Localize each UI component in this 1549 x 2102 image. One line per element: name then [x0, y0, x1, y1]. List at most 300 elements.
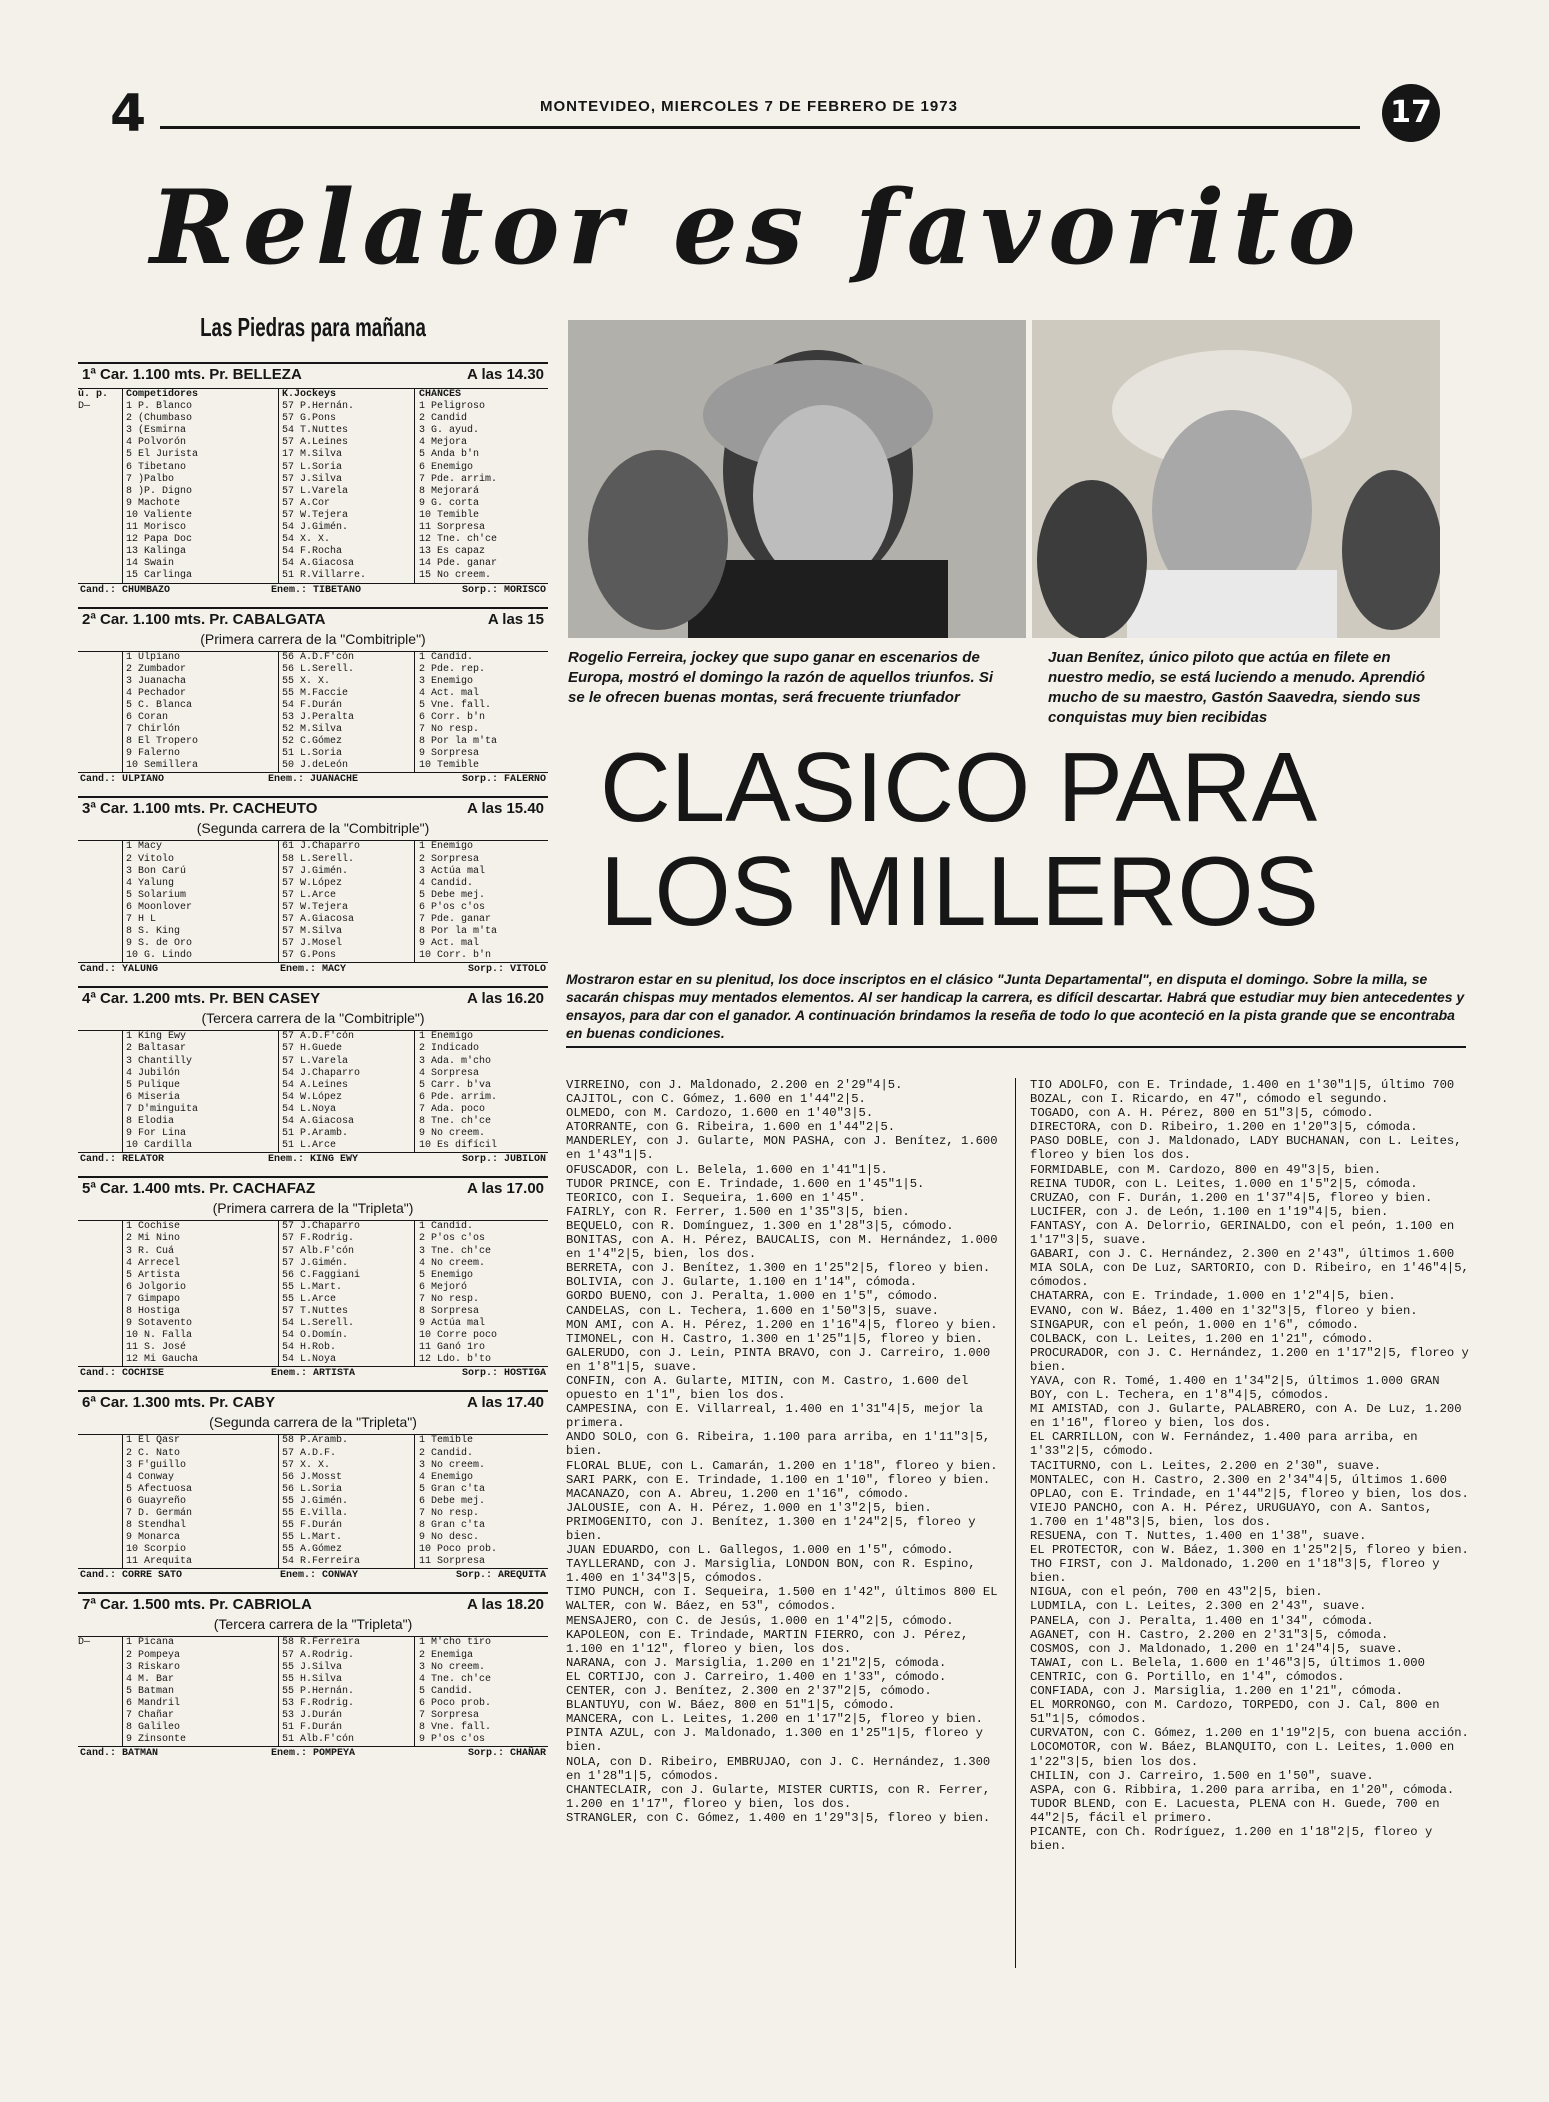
photo-caption-2: Juan Benítez, único piloto que actúa en filete en nuestro medio, se está luciendo a menudo. Aprendió mucho de su maestro, Gastón Saavedra, siendo sus conquistas muy bien recibidas: [1048, 649, 1426, 726]
race-block: [78, 1592, 548, 1760]
jockey-column: [279, 1031, 415, 1152]
entry-cell: [78, 1043, 122, 1055]
entry-cell: 3 Actúa mal: [419, 865, 486, 877]
workout-entry: EL CARRILLON, con W. Fernández, 1.400 para arriba, en 1'33"2|5, cómodo.: [1030, 1430, 1418, 1459]
race-title: [78, 1592, 548, 1615]
entry-cell: [78, 1128, 122, 1140]
entry-cell: 1 Macy: [126, 841, 163, 853]
column-header: K.Jockeys: [282, 389, 337, 400]
entry-cell: 3 G. ayud.: [419, 425, 480, 437]
entry-cell: [78, 1544, 122, 1556]
race-subtitle: (Tercera carrera de la "Tripleta"): [213, 1616, 413, 1633]
entry-cell: 2 Pde. rep.: [419, 663, 486, 675]
entry-cell: 57 T.Nuttes: [282, 1305, 349, 1317]
entry-cell: 10 G. Lindo: [126, 950, 193, 962]
entry-cell: 10 Poco prob.: [419, 1544, 498, 1556]
entry-cell: D—: [78, 401, 91, 413]
entry-cell: 5 Debe mej.: [419, 889, 486, 901]
entry-cell: 10 Es difícil: [419, 1140, 498, 1152]
race-title: [78, 1176, 548, 1199]
entry-cell: 12 Tne. ch'ce: [419, 534, 498, 546]
workout-entry: BEQUELO, con R. Domínguez, 1.300 en 1'28"3|5, cómodo.: [566, 1218, 954, 1233]
entry-cell: 13 Es capaz: [419, 546, 486, 558]
entry-cell: 61 J.Chaparro: [282, 841, 361, 853]
entry-cell: 2 C. Nato: [126, 1447, 181, 1459]
workout-entry: PINTA AZUL, con J. Maldonado, 1.300 en 1'25"1|5, floreo y bien.: [566, 1726, 983, 1755]
race-title: [78, 362, 548, 385]
entry-cell: [78, 498, 122, 510]
entry-cell: 7 Pde. ganar: [419, 914, 492, 925]
entry-cell: 54 J.Chaparro: [282, 1067, 361, 1079]
entry-cell: [78, 1484, 122, 1496]
race-entries: [78, 1434, 548, 1568]
entry-cell: 57 J.Gimén.: [282, 1257, 349, 1269]
prediction: Cand.: CHUMBAZO: [80, 584, 171, 596]
program-title: Las Piedras para mañana: [200, 312, 426, 342]
workout-entry: THO FIRST, con J. Maldonado, 1.200 en 1'18"3|5, floreo y bien.: [1030, 1557, 1440, 1586]
entry-cell: 1 El Qasr: [126, 1435, 181, 1447]
entry-cell: 54 F.Durán: [282, 699, 343, 711]
workout-entry: OLMEDO, con M. Cardozo, 1.600 en 1'40"3|5.: [566, 1106, 874, 1121]
entry-cell: [78, 546, 122, 558]
entry-cell: 1 Ulpiano: [126, 651, 181, 663]
entry-cell: 4 M. Bar: [126, 1673, 175, 1685]
entry-cell: 57 A.Leines: [282, 437, 349, 449]
entry-cell: [78, 1080, 122, 1092]
entry-cell: 57 A.Giacosa: [282, 914, 355, 925]
entry-cell: 7 Gimpapo: [126, 1293, 181, 1305]
entry-cell: [78, 1435, 122, 1447]
entry-cell: 2 Baltasar: [126, 1043, 187, 1055]
entry-cell: 7 Chirlón: [126, 724, 181, 736]
entry-cell: [78, 1734, 122, 1746]
entry-cell: 57 J.Gimén.: [282, 865, 349, 877]
entry-cell: 5 Anda b'n: [419, 449, 480, 461]
entry-cell: 56 C.Faggiani: [282, 1269, 361, 1281]
entry-cell: [78, 462, 122, 474]
race-time: A las 17.00: [467, 1180, 544, 1198]
entry-cell: 8 Por la m'ta: [419, 736, 498, 748]
workout-entry: NOLA, con D. Ribeiro, EMBRUJAO, con J. C. Hernández, 1.300 en 1'28"1|5, cómodos.: [566, 1754, 991, 1783]
workout-entry: BERRETA, con J. Benítez, 1.300 en 1'25"2|5, floreo y bien.: [566, 1261, 991, 1276]
entry-cell: 8 Vne. fall.: [419, 1722, 492, 1734]
entry-cell: 51 L.Arce: [282, 1140, 337, 1152]
entry-cell: 1 Enemigo: [419, 841, 474, 853]
entry-cell: 8 Stendhal: [126, 1520, 187, 1532]
entry-cell: 11 Sorpresa: [419, 1556, 486, 1568]
jockey-column: [279, 1435, 415, 1568]
entry-cell: 55 F.Durán: [282, 1520, 343, 1532]
entry-cell: [78, 1448, 122, 1460]
entry-cell: 2 P'os c'os: [419, 1233, 486, 1245]
entry-cell: [78, 1460, 122, 1472]
entry-cell: 54 O.Domín.: [282, 1330, 349, 1342]
workout-entry: TOGADO, con A. H. Pérez, 800 en 51"3|5, cómodo.: [1030, 1106, 1374, 1121]
entry-cell: 10 Temible: [419, 760, 480, 772]
entry-cell: 53 J.Durán: [282, 1710, 343, 1722]
entry-cell: 9 S. de Oro: [126, 938, 193, 950]
entry-cell: [78, 1140, 122, 1152]
entry-cell: 3 R. Cuá: [126, 1245, 175, 1257]
entry-cell: 7 H L: [126, 914, 157, 925]
entry-cell: 1 Picana: [126, 1637, 175, 1649]
entry-cell: 5 Solarium: [126, 889, 187, 901]
entry-cell: 51 F.Durán: [282, 1722, 343, 1734]
entry-cell: 4 No creem.: [419, 1257, 486, 1269]
race-title: [78, 607, 548, 630]
entry-cell: [78, 570, 122, 582]
entry-cell: 11 Sorpresa: [419, 522, 486, 534]
workout-entry: CURVATON, con C. Gómez, 1.200 en 1'19"2|5, con buena acción.: [1030, 1726, 1469, 1741]
race-time: A las 15.40: [467, 800, 544, 818]
entry-cell: [78, 1710, 122, 1722]
entry-cell: 3 Ada. m'cho: [419, 1055, 492, 1067]
entry-cell: 57 J.Chaparro: [282, 1221, 361, 1233]
entry-cell: 57 P.Hernán.: [282, 401, 355, 413]
jockey-portrait-1: [568, 320, 1026, 638]
entry-cell: 6 Mejoró: [419, 1281, 468, 1293]
workout-entry: SINGAPUR, con el peón, 1.000 en 1'6", cómodo.: [1030, 1317, 1360, 1332]
entry-cell: 1 Candid.: [419, 651, 474, 663]
entry-cell: 53 F.Rodrig.: [282, 1697, 355, 1709]
entry-cell: 10 Corr. b'n: [419, 950, 492, 962]
entry-cell: 5 Carr. b'va: [419, 1079, 492, 1091]
prediction: Sorp.: AREQUITA: [455, 1570, 546, 1582]
workout-entry: FANTASY, con A. Delorrio, GERINALDO, con el peón, 1.100 en 1'17"3|5, suave.: [1030, 1218, 1455, 1248]
entry-cell: [78, 1031, 122, 1043]
entry-cell: [78, 449, 122, 461]
entry-cell: 1 P. Blanco: [126, 401, 193, 413]
entry-cell: 1 M'cho tiro: [419, 1637, 492, 1649]
workout-entry: NIGUA, con el peón, 700 en 43"2|5, bien.: [1030, 1585, 1323, 1600]
entry-cell: 1 Peligroso: [419, 401, 486, 413]
workout-entry: TAYLLERAND, con J. Marsiglia, LONDON BON, con R. Espino, 1.400 en 1'34"3|5, cómodos.: [566, 1557, 976, 1586]
workout-entry: TIMO PUNCH, con I. Sequeira, 1.500 en 1'42", últimos 800 EL WALTER, con W. Báez, en 53", cómodos.: [566, 1585, 998, 1614]
entry-cell: 5 Enemigo: [419, 1269, 474, 1281]
entry-cell: 1 King Ewy: [126, 1031, 187, 1043]
race-subtitle: (Segunda carrera de la "Tripleta"): [209, 1414, 417, 1431]
entry-cell: 55 P.Hernán.: [282, 1685, 355, 1697]
jockey-column: [279, 652, 415, 773]
entry-cell: 57 A.D.F.: [282, 1447, 337, 1459]
entry-cell: [78, 938, 122, 950]
entry-cell: 8 Elodia: [126, 1116, 175, 1128]
entry-cell: [78, 1221, 122, 1233]
entry-cell: 56 L.Serell.: [282, 663, 355, 675]
entry-cell: [78, 486, 122, 498]
entry-cell: D—: [78, 1637, 91, 1649]
entry-cell: 7 Chañar: [126, 1710, 175, 1722]
workout-entry: CANDELAS, con L. Techera, 1.600 en 1'50"3|5, suave.: [566, 1303, 939, 1318]
workout-entry: CONFIADA, con J. Marsiglia, 1.200 en 1'21", cómoda.: [1030, 1684, 1403, 1699]
workout-entry: NARANA, con J. Marsiglia, 1.200 en 1'21"2|5, cómoda.: [566, 1655, 947, 1670]
entry-cell: 4 Pechador: [126, 687, 187, 699]
entry-cell: 10 Cardilla: [126, 1140, 193, 1152]
entry-cell: 5 El Jurista: [126, 449, 199, 461]
workout-entry: YAVA, con R. Tomé, 1.400 en 1'34"2|5, últimos 1.000 GRAN BOY, con L. Techera, en 1'8"4|5, cómodos.: [1030, 1373, 1440, 1403]
entry-cell: 57 A.Cor: [282, 497, 331, 509]
entry-cell: 15 Carlinga: [126, 570, 193, 582]
entry-cell: 6 Jolgorio: [126, 1281, 187, 1293]
entry-cell: 6 Guayreño: [126, 1495, 187, 1507]
race-predictions: [78, 1366, 548, 1380]
entry-cell: 2 Indicado: [419, 1043, 480, 1055]
entry-cell: 5 Gran c'ta: [419, 1483, 486, 1495]
entry-cell: 5 Artista: [126, 1269, 181, 1281]
chances-column: [415, 1221, 548, 1366]
entry-cell: 11 Arequita: [126, 1556, 193, 1568]
entry-cell: [78, 1650, 122, 1662]
entry-cell: [78, 1532, 122, 1544]
entry-cell: 6 Tibetano: [126, 461, 187, 473]
entry-cell: 3 Tne. ch'ce: [419, 1245, 492, 1257]
entry-cell: 12 Mi Gaucha: [126, 1354, 199, 1366]
entry-cell: [78, 1246, 122, 1258]
entry-cell: 55 M.Faccie: [282, 687, 349, 699]
entry-cell: 9 Act. mal: [419, 938, 480, 950]
entry-cell: 5 C. Blanca: [126, 699, 193, 711]
form-column: [78, 841, 123, 962]
workout-entry: MONTALEC, con H. Castro, 2.300 en 2'34"4|5, últimos 1.600 OPLAO, con E. Trindade, en 1'44"2|5, floreo y bien, los dos.: [1030, 1472, 1469, 1501]
race-block: [78, 1390, 548, 1582]
entry-cell: 57 J.Mosel: [282, 938, 343, 950]
workout-entry: FAIRLY, con R. Ferrer, 1.500 en 1'35"3|5, bien.: [566, 1204, 910, 1219]
entry-cell: 4 Yalung: [126, 877, 175, 889]
race-title: [78, 796, 548, 819]
entry-cell: [78, 437, 122, 449]
entry-cell: 11 Ganó 1ro: [419, 1342, 486, 1354]
entry-cell: 4 Tne. ch'ce: [419, 1673, 492, 1685]
race-title: [78, 986, 548, 1009]
entry-cell: 8 Tne. ch'ce: [419, 1116, 492, 1128]
entry-cell: 8 S. King: [126, 926, 181, 938]
entry-cell: [78, 926, 122, 938]
workout-entry: PROCURADOR, con J. C. Hernández, 1.200 en 1'17"2|5, floreo y bien.: [1030, 1345, 1469, 1374]
entry-cell: 7 D. Germán: [126, 1508, 193, 1519]
entry-cell: 57 L.Arce: [282, 889, 337, 901]
entry-cell: [78, 878, 122, 890]
workout-entry: JALOUSIE, con A. H. Pérez, 1.000 en 1'3"2|5, bien.: [566, 1500, 932, 1515]
entry-cell: 6 Enemigo: [419, 461, 474, 473]
entry-cell: 55 L.Mart.: [282, 1281, 343, 1293]
entry-cell: 51 R.Villarre.: [282, 570, 367, 582]
workout-column-1: [566, 1078, 1006, 1825]
entry-cell: [78, 854, 122, 866]
workout-entry: FORMIDABLE, con M. Cardozo, 800 en 49"3|5, bien.: [1030, 1162, 1382, 1177]
entry-cell: 3 No creem.: [419, 1459, 486, 1471]
workout-entry: RESUENA, con T. Nuttes, 1.400 en 1'38", suave.: [1030, 1529, 1367, 1543]
entry-cell: 7 No resp.: [419, 1293, 480, 1305]
entry-cell: [78, 1674, 122, 1686]
entry-cell: 9 P'os c'os: [419, 1734, 486, 1746]
workout-entry: VIRREINO, con J. Maldonado, 2.200 en 2'29"4|5.: [566, 1078, 903, 1092]
workout-entry: OFUSCADOR, con L. Belela, 1.600 en 1'41"1|5.: [566, 1162, 888, 1177]
entry-cell: [78, 760, 122, 772]
prediction: Sorp.: JUBILON: [461, 1154, 546, 1166]
entry-cell: [78, 1068, 122, 1080]
entry-cell: 1 Enemigo: [419, 1031, 474, 1043]
entry-cell: 54 L.Noya: [282, 1103, 337, 1115]
workout-entry: TIO ADOLFO, con E. Trindade, 1.400 en 1'30"1|5, último 700 BOZAL, con I. Ricardo, en 47", cómodo el segundo.: [1030, 1078, 1455, 1107]
entry-cell: 4 Polvorón: [126, 437, 187, 449]
entry-cell: [78, 652, 122, 664]
jockey-column: [279, 1221, 415, 1366]
entry-cell: 14 Pde. ganar: [419, 558, 498, 570]
workout-entry: MENSAJERO, con C. de Jesús, 1.000 en 1'4"2|5, cómodo.: [566, 1613, 954, 1628]
entry-cell: 57 F.Rodrig.: [282, 1233, 355, 1245]
entry-cell: [78, 1116, 122, 1128]
race-entries: [78, 651, 548, 773]
race-time: A las 14.30: [467, 366, 544, 383]
entry-cell: [78, 664, 122, 676]
prediction: Cand.: RELATOR: [80, 1154, 165, 1166]
entry-cell: [78, 474, 122, 486]
entry-cell: 9 Actúa mal: [419, 1318, 486, 1330]
entry-cell: 5 Afectuosa: [126, 1483, 193, 1495]
masthead: [110, 84, 1440, 144]
workout-entry: FLORAL BLUE, con L. Camarán, 1.200 en 1'18", floreo y bien.: [566, 1458, 998, 1473]
column-divider: [1015, 1078, 1016, 1968]
entry-cell: 3 Riskaro: [126, 1661, 181, 1673]
entry-cell: 6 Coran: [126, 711, 169, 723]
entry-cell: 55 E.Villa.: [282, 1508, 349, 1519]
photo-rogelio-ferreira: [568, 320, 1026, 638]
workout-entry: BOLIVIA, con J. Gularte, 1.100 en 1'14", cómoda.: [566, 1275, 918, 1290]
prediction: Sorp.: CHAÑAR: [467, 1748, 546, 1760]
entry-cell: 8 Sorpresa: [419, 1305, 480, 1317]
entry-cell: 2 Mi Nino: [126, 1233, 181, 1245]
workout-entry: LOCOMOTOR, con W. Báez, BLANQUITO, con L. Leites, 1.000 en 1'22"3|5, bien los dos.: [1030, 1740, 1455, 1769]
entry-cell: 6 Moonlover: [126, 901, 193, 913]
page-number: 17: [1382, 84, 1440, 142]
entry-cell: 54 T.Nuttes: [282, 425, 349, 437]
entry-cell: 6 Miseria: [126, 1091, 181, 1103]
prediction: Enem.: ARTISTA: [270, 1368, 355, 1380]
entry-cell: 58 P.Aramb.: [282, 1435, 349, 1447]
race-entries: [78, 1220, 548, 1366]
entry-cell: [78, 1294, 122, 1306]
entry-cell: 7 D'minguita: [126, 1103, 199, 1115]
race-predictions: [78, 962, 548, 976]
entry-cell: [78, 712, 122, 724]
entry-cell: 2 Enemiga: [419, 1649, 474, 1661]
entry-cell: 4 Conway: [126, 1471, 175, 1483]
entry-cell: 6 Poco prob.: [419, 1697, 492, 1709]
entry-cell: 10 Temible: [419, 509, 480, 521]
workout-entry: MON AMI, con A. H. Pérez, 1.200 en 1'16"4|5, floreo y bien.: [566, 1317, 998, 1332]
prediction: Enem.: KING EWY: [267, 1154, 358, 1166]
entry-cell: [78, 748, 122, 760]
workout-entry: CHILIN, con J. Carreiro, 1.500 en 1'50", suave.: [1030, 1768, 1374, 1783]
entry-cell: 17 M.Silva: [282, 449, 343, 461]
workout-entry: TAWAI, con L. Belela, 1.600 en 1'46"3|5, últimos 1.000 CENTRIC, con G. Portillo, en 1'4", cómodos.: [1030, 1655, 1425, 1684]
entry-cell: 56 L.Soria: [282, 1483, 343, 1495]
entry-cell: 5 Candid.: [419, 1685, 474, 1697]
prediction: Sorp.: FALERNO: [461, 774, 546, 786]
entry-cell: [78, 1092, 122, 1104]
workout-entry: MACANAZO, con A. Abreu, 1.200 en 1'16", cómodo.: [566, 1486, 910, 1501]
race-name: 6ª Car. 1.300 mts. Pr. CABY: [82, 1394, 276, 1412]
entry-cell: 9 Sotavento: [126, 1318, 193, 1330]
column-header: ú. p.: [78, 389, 109, 400]
workout-entry: TIMONEL, con H. Castro, 1.300 en 1'25"1|5, floreo y bien.: [566, 1331, 983, 1346]
entry-cell: [78, 688, 122, 700]
race-block: [78, 796, 548, 976]
entry-cell: 4 Enemigo: [419, 1471, 474, 1483]
entry-cell: 7 Sorpresa: [419, 1710, 480, 1722]
entry-cell: 53 J.Peralta: [282, 711, 355, 723]
race-list: [78, 362, 548, 1760]
entry-cell: [78, 1662, 122, 1674]
entry-cell: 4 Mejora: [419, 437, 468, 449]
entry-cell: 57 W.López: [282, 877, 343, 889]
entry-cell: 57 A.Rodrig.: [282, 1649, 355, 1661]
entry-cell: [78, 736, 122, 748]
race-subtitle: (Tercera carrera de la "Combitriple"): [201, 1010, 425, 1027]
masthead-logo: 4: [110, 84, 147, 144]
workout-entry: BONITAS, con A. H. Pérez, BAUCALIS, con M. Hernández, 1.000 en 1'4"2|5, bien, los dos.: [566, 1233, 998, 1262]
entry-cell: 10 Valiente: [126, 509, 193, 521]
jockey-column: [279, 1637, 415, 1746]
entry-cell: 6 Debe mej.: [419, 1495, 486, 1507]
competitor-column: [123, 652, 279, 773]
entry-cell: [78, 1342, 122, 1354]
prediction: Cand.: CORRE SATO: [80, 1570, 183, 1582]
entry-cell: 1 Candid.: [419, 1221, 474, 1233]
entry-cell: 8 )P. Digno: [126, 485, 193, 497]
entry-cell: 1 Temible: [419, 1435, 474, 1447]
column-header: Competidores: [126, 389, 199, 400]
form-column: [78, 1031, 123, 1152]
chances-column: [415, 652, 548, 773]
competitor-column: [123, 389, 279, 583]
entry-cell: 11 Morisco: [126, 522, 187, 534]
article-headline: CLASICO PARA LOS MILLEROS: [600, 732, 1319, 946]
entry-cell: 9 Falerno: [126, 748, 181, 760]
prediction: Cand.: BATMAN: [80, 1748, 159, 1760]
chances-column: [415, 389, 548, 583]
entry-cell: 56 J.Mosst: [282, 1471, 343, 1483]
entry-cell: [78, 1698, 122, 1710]
entry-cell: 54 L.Noya: [282, 1354, 337, 1366]
competitor-column: [123, 1221, 279, 1366]
workout-entry: ASPA, con G. Ribbira, 1.200 para arriba, en 1'20", cómoda.: [1030, 1782, 1455, 1797]
entry-cell: 3 No creem.: [419, 1661, 486, 1673]
race-name: 4ª Car. 1.200 mts. Pr. BEN CASEY: [82, 990, 321, 1008]
entry-cell: 54 F.Rocha: [282, 546, 343, 558]
entry-cell: 7 )Palbo: [126, 473, 175, 485]
workout-entry: VIEJO PANCHO, con A. H. Pérez, URUGUAYO, con A. Santos, 1.700 en 1'48"3|5, bien, los dos.: [1030, 1500, 1433, 1529]
chances-column: [415, 1435, 548, 1568]
workout-column-2: [1030, 1078, 1470, 1853]
workout-entry: MANDERLEY, con J. Gularte, MON PASHA, con J. Benítez, 1.600 en 1'43"1|5.: [566, 1134, 998, 1163]
form-column: [78, 1637, 123, 1746]
race-entries: [78, 1636, 548, 1746]
chances-column: [415, 841, 548, 962]
entry-cell: [78, 1282, 122, 1294]
entry-cell: 2 Zumbador: [126, 663, 187, 675]
entry-cell: [78, 1318, 122, 1330]
entry-cell: 4 Jubilón: [126, 1067, 181, 1079]
workout-entry: COSMOS, con J. Maldonado, 1.200 en 1'24"4|5, suave.: [1030, 1641, 1403, 1656]
entry-cell: 8 Mejorará: [419, 485, 480, 497]
workout-entry: PRIMOGENITO, con J. Benítez, 1.300 en 1'24"2|5, floreo y bien.: [566, 1514, 976, 1543]
workout-entry: GALERUDO, con J. Lein, PINTA BRAVO, con J. Carreiro, 1.000 en 1'8"1|5, suave.: [566, 1345, 991, 1374]
entry-cell: 58 R.Ferreira: [282, 1637, 361, 1649]
competitor-column: [123, 1031, 279, 1152]
entry-cell: 10 Scorpio: [126, 1544, 187, 1556]
race-predictions: [78, 1746, 548, 1760]
